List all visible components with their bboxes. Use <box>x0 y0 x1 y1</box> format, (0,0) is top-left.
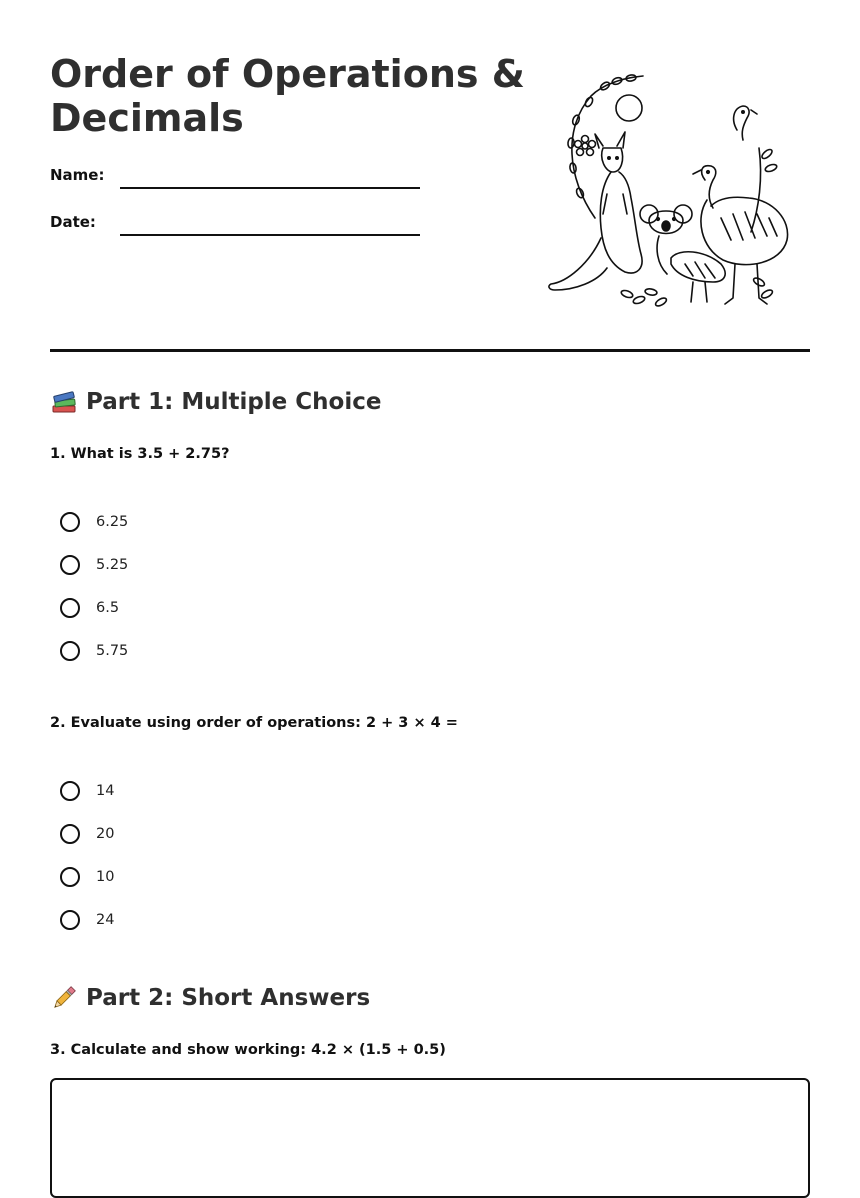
radio-button[interactable] <box>60 555 80 575</box>
part2-heading <box>50 984 370 1012</box>
question-3: 3. Calculate and show working: 4.2 × (1.5 + 0.5) <box>50 1042 446 1058</box>
question-2: 2. Evaluate using order of operations: 2 + 3 × 4 = <box>50 715 458 731</box>
australian-animals-illustration <box>545 68 800 318</box>
page-title: Order of Operations & Decimals <box>50 52 525 140</box>
option-label: 14 <box>96 783 115 799</box>
answer-textarea[interactable] <box>50 1078 810 1198</box>
name-label: Name: <box>50 166 105 184</box>
radio-button[interactable] <box>60 781 80 801</box>
date-label: Date: <box>50 213 96 231</box>
option-label: 5.25 <box>96 557 129 573</box>
question-1: 1. What is 3.5 + 2.75? <box>50 446 230 462</box>
radio-button[interactable] <box>60 824 80 844</box>
option-label: 5.75 <box>96 643 129 659</box>
q1-option-2[interactable] <box>60 552 128 578</box>
q2-option-4[interactable] <box>60 907 114 933</box>
radio-button[interactable] <box>60 512 80 532</box>
q1-option-4[interactable] <box>60 638 128 664</box>
part1-heading <box>50 388 381 416</box>
option-label: 10 <box>96 869 115 885</box>
radio-button[interactable] <box>60 598 80 618</box>
option-label: 20 <box>96 826 115 842</box>
option-label: 6.25 <box>96 514 129 530</box>
option-label: 24 <box>96 912 115 928</box>
q2-option-3[interactable] <box>60 864 114 890</box>
name-field[interactable] <box>120 187 420 189</box>
q1-option-1[interactable] <box>60 509 128 535</box>
option-label: 6.5 <box>96 600 120 616</box>
header-divider <box>50 349 810 352</box>
date-field[interactable] <box>120 234 420 236</box>
radio-button[interactable] <box>60 867 80 887</box>
q2-option-2[interactable] <box>60 821 114 847</box>
radio-button[interactable] <box>60 641 80 661</box>
pencil-icon <box>50 984 78 1012</box>
q2-option-1[interactable] <box>60 778 114 804</box>
part2-title: Part 2: Short Answers <box>86 985 371 1011</box>
q1-option-3[interactable] <box>60 595 119 621</box>
books-icon <box>50 388 78 416</box>
part1-title: Part 1: Multiple Choice <box>86 389 382 415</box>
radio-button[interactable] <box>60 910 80 930</box>
